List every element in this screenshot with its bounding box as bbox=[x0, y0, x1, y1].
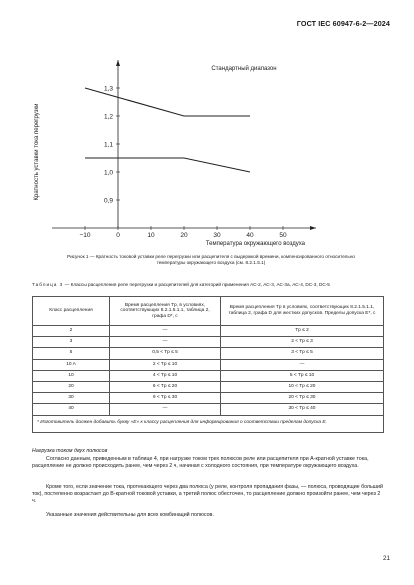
cell-trip-time-tight: Tp ≤ 2 bbox=[221, 326, 384, 337]
x-tick-label: 50 bbox=[279, 232, 287, 239]
table-label: Таблица 3 bbox=[32, 282, 64, 287]
cell-trip-time-tight: — bbox=[221, 359, 384, 370]
paragraph-2: Кроме того, если значение тока, протекающего через два полюса (у реле, контроля пропадания фазы, — полюса, проводящие больший ток), постепенно возрастает до В-кратной токовой уставки, а третий полюс обесточен, то расцепление должно произойти ранее, чем через 2 ч. bbox=[32, 484, 383, 504]
cell-trip-class: 3 bbox=[33, 337, 110, 348]
chart-title: Стандартный диапазон bbox=[211, 66, 277, 72]
table-row bbox=[33, 359, 384, 370]
cell-trip-class: 10 bbox=[33, 370, 110, 381]
y-tick-label: 1,1 bbox=[103, 141, 113, 149]
chart-series bbox=[85, 88, 250, 172]
page-number: 21 bbox=[382, 555, 390, 562]
table-row bbox=[33, 337, 384, 348]
cell-trip-time: 6 < Tp ≤ 20 bbox=[110, 381, 221, 392]
table-row bbox=[33, 326, 384, 337]
x-tick-label: 20 bbox=[180, 232, 188, 239]
cell-trip-time: 9 < Tp ≤ 30 bbox=[110, 393, 221, 404]
cell-trip-time: 0,5 < Tp ≤ 5 bbox=[110, 348, 221, 359]
table-footnote-row bbox=[33, 415, 384, 432]
cell-trip-time: 4 < Tp ≤ 10 bbox=[110, 370, 221, 381]
header-trip-time-tight: Время расцепления Tp в условиях, соответствующих 8.2.1.5.1.1, таблица 2, графа D для жестких допусков. Пределы допуска E*, с bbox=[221, 297, 384, 326]
x-axis-label: Температура окружающего воздуха bbox=[205, 241, 305, 247]
cell-trip-time-tight: 2 < Tp ≤ 3 bbox=[221, 337, 384, 348]
x-tick-label: 40 bbox=[246, 232, 254, 239]
paragraph-3: Указанные значения действительны для всех комбинаций полюсов. bbox=[46, 512, 214, 518]
section-heading bbox=[32, 448, 384, 455]
x-tick-label: 10 bbox=[147, 232, 155, 239]
cell-trip-class: 2 bbox=[33, 326, 110, 337]
y-axis-label: Кратность уставки тока перегрузки bbox=[34, 103, 40, 201]
table-row bbox=[33, 393, 384, 404]
table-footnote: * Изготовитель должен добавить букву «Е» к классу расцепления для информирования о соответствии пределам допуска Е. bbox=[33, 415, 384, 432]
cell-trip-class: 40 bbox=[33, 404, 110, 415]
chart-labels bbox=[34, 65, 306, 247]
x-tick-label: 0 bbox=[116, 232, 120, 239]
header-trip-class: Класс расцепления bbox=[33, 297, 110, 326]
table-body bbox=[33, 326, 384, 416]
cell-trip-time-tight: 20 < Tp ≤ 30 bbox=[221, 393, 384, 404]
y-tick-label: 0,9 bbox=[103, 197, 113, 205]
cell-trip-time-tight: 5 < Tp ≤ 10 bbox=[221, 370, 384, 381]
section-heading-text: Нагрузка током двух полюсов bbox=[32, 448, 108, 454]
table-header-row bbox=[33, 297, 384, 326]
y-tick-label: 1,2 bbox=[103, 113, 113, 121]
figure-caption: Рисунок 1 — Кратность токовой уставки реле перегрузки или расцепителя с выдержкой времени, компенсированного относительно температуры окружающего воздуха (см. 8.2.1.5.1) bbox=[66, 254, 356, 266]
y-tick-label: 1,3 bbox=[103, 85, 113, 93]
table-title bbox=[32, 282, 384, 289]
table-row bbox=[33, 381, 384, 392]
trip-class-table bbox=[32, 296, 384, 433]
cell-trip-time-tight: 3 < Tp ≤ 5 bbox=[221, 348, 384, 359]
cell-trip-time: — bbox=[110, 337, 221, 348]
table-title-text: — Классы расцепления реле перегрузки и расцепителей для категорий применения АС-2, АС-3, АС-3а, АС-4, DC-3, DC-5 bbox=[64, 282, 330, 287]
x-tick-label: −10 bbox=[79, 232, 91, 239]
y-tick-label: 1,0 bbox=[103, 169, 113, 177]
table-row bbox=[33, 348, 384, 359]
x-tick-label: 30 bbox=[213, 232, 221, 239]
cell-trip-time: — bbox=[110, 404, 221, 415]
cell-trip-class: 30 bbox=[33, 393, 110, 404]
figure-chart bbox=[0, 0, 414, 260]
cell-trip-class: 20 bbox=[33, 381, 110, 392]
cell-trip-time: — bbox=[110, 326, 221, 337]
cell-trip-time: 2 < Tp ≤ 10 bbox=[110, 359, 221, 370]
header-trip-time: Время расцепления Tp, в условиях, соответствующих 8.2.1.5.1.1, таблица 2, графа D*, с bbox=[110, 297, 221, 326]
paragraph-1: Согласно данным, приведенным в таблице 4, при нагрузке током трех полюсов реле или расцепителя при А-кратной уставке тока, расцепление не должно происходить ранее, чем через 2 ч, начиная с холодного состояния, при температуре окружающего воздуха. bbox=[32, 456, 369, 469]
table-row bbox=[33, 404, 384, 415]
cell-trip-class: 5 bbox=[33, 348, 110, 359]
x-axis-arrow bbox=[310, 226, 316, 230]
y-axis-arrow bbox=[116, 60, 120, 66]
cell-trip-class: 10 A bbox=[33, 359, 110, 370]
table-row bbox=[33, 370, 384, 381]
document-header: ГОСТ IEC 60947-6-2—2024 bbox=[296, 19, 390, 28]
chart-axes bbox=[52, 60, 316, 230]
cell-trip-time-tight: 10 < Tp ≤ 20 bbox=[221, 381, 384, 392]
cell-trip-time-tight: 30 < Tp ≤ 40 bbox=[221, 404, 384, 415]
